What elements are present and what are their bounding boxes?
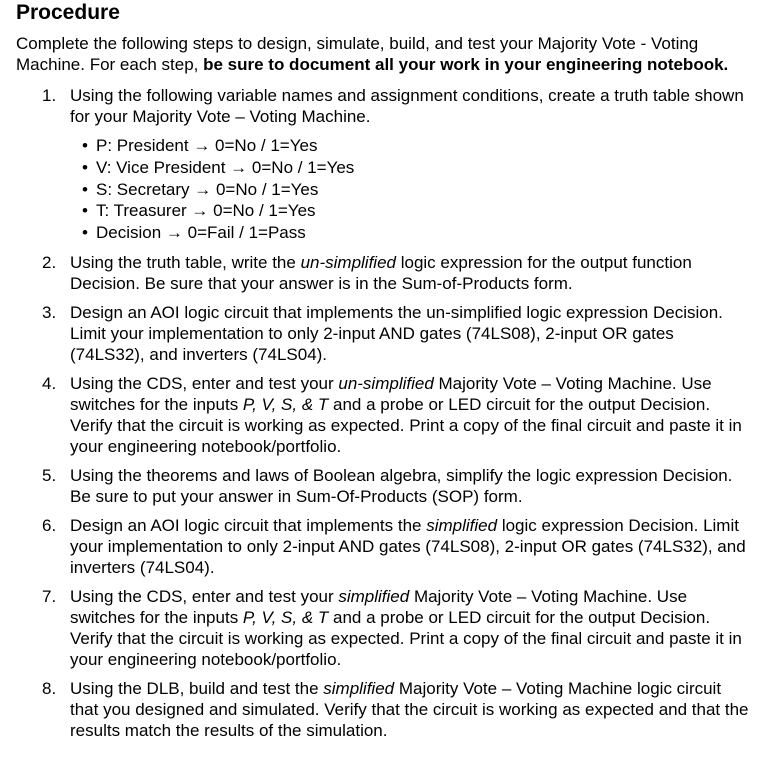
step-number: 2. xyxy=(42,252,57,272)
step-text: logic expression for the output function Decision. Be sure that your answer is in the Sum-of-Products form. xyxy=(70,252,692,293)
variable-list xyxy=(70,135,752,244)
step-emphasis: simplified xyxy=(323,678,395,698)
bullet-icon: • xyxy=(82,223,88,243)
step-number: 1. xyxy=(42,86,57,105)
list-item xyxy=(82,135,752,157)
step-emphasis: simplified xyxy=(338,586,410,606)
intro-paragraph xyxy=(16,33,752,75)
step-emphasis: P, V, S, & T xyxy=(242,607,329,627)
step-3 xyxy=(42,302,752,365)
intro-lead: Complete the following steps to design, simulate, build, and test your Majority Vote - Voting Machine. For each step, xyxy=(16,34,699,74)
bullet-icon: • xyxy=(82,179,88,199)
variable-decision: Decision → 0=Fail / 1=Pass xyxy=(96,223,306,243)
step-emphasis: simplified xyxy=(426,515,498,535)
step-number: 7. xyxy=(42,586,57,606)
list-item xyxy=(82,200,752,222)
variable-vice-president: V: Vice President → 0=No / 1=Yes xyxy=(96,157,355,177)
step-number: 3. xyxy=(42,302,57,322)
step-text: Using the CDS, enter and test your xyxy=(70,586,339,606)
page-title: Procedure xyxy=(16,1,120,24)
step-text: Design an AOI logic circuit that implements the xyxy=(70,515,427,535)
step-emphasis: P, V, S, & T xyxy=(242,394,329,414)
step-text: Using the truth table, write the xyxy=(70,252,301,272)
step-number: 6. xyxy=(42,515,57,535)
bullet-icon: • xyxy=(82,136,88,155)
step-5 xyxy=(42,465,752,507)
step-7 xyxy=(42,586,752,670)
variable-treasurer: T: Treasurer → 0=No / 1=Yes xyxy=(96,201,316,221)
step-emphasis: un-simplified xyxy=(338,373,434,393)
step-text: Using the theorems and laws of Boolean algebra, simplify the logic expression Decision. Be sure to put your answer in Sum-Of-Products (SOP) form. xyxy=(70,465,733,506)
step-4 xyxy=(42,373,752,457)
procedure-steps xyxy=(16,85,752,741)
step-number: 8. xyxy=(42,678,57,698)
list-item xyxy=(82,222,752,244)
step-text: and a probe or LED circuit for the output Decision. Verify that the circuit is working as expected. Print a copy of the final circuit and paste it in your engineering notebook/portfolio. xyxy=(70,394,742,456)
step-number: 4. xyxy=(42,373,57,393)
step-text: Majority Vote – Voting Machine. Use switches for the inputs xyxy=(70,373,712,414)
step-text: Majority Vote – Voting Machine logic circuit that you designed and simulated. Verify that the circuit is working as expected and that the results match the results of the simulation. xyxy=(70,678,749,740)
step-1 xyxy=(42,85,752,244)
bullet-icon: • xyxy=(82,201,88,221)
step-emphasis: un-simplified xyxy=(300,252,396,272)
step-8 xyxy=(42,678,752,741)
step-2 xyxy=(42,252,752,294)
list-item xyxy=(82,179,752,201)
step-text: and a probe or LED circuit for the output Decision. Verify that the circuit is working as expected. Print a copy of the final circuit and paste it in your engineering notebook/portfolio. xyxy=(70,607,742,669)
list-item xyxy=(82,157,752,179)
step-text: Using the DLB, build and test the xyxy=(70,678,324,698)
step-text: Majority Vote – Voting Machine. Use switches for the inputs xyxy=(70,586,688,627)
step-text: logic expression Decision. Limit your implementation to only 2-input AND gates (74LS08), 2-input OR gates (74LS32), and inverters (74LS04). xyxy=(70,515,746,577)
step-6 xyxy=(42,515,752,578)
variable-secretary: S: Secretary → 0=No / 1=Yes xyxy=(96,179,319,199)
step-number: 5. xyxy=(42,465,57,485)
step-text: Design an AOI logic circuit that implements the un-simplified logic expression Decision. Limit your implementation to only 2-input AND gates (74LS08), 2-input OR gates (74LS32), and inverters (74LS04). xyxy=(70,302,723,364)
variable-president: P: President → 0=No / 1=Yes xyxy=(96,136,318,155)
intro-bold: be sure to document all your work in your engineering notebook. xyxy=(203,55,729,74)
step-text: Using the following variable names and assignment conditions, create a truth table shown for your Majority Vote – Voting Machine. xyxy=(70,86,744,126)
bullet-icon: • xyxy=(82,157,88,177)
step-text: Using the CDS, enter and test your xyxy=(70,373,339,393)
